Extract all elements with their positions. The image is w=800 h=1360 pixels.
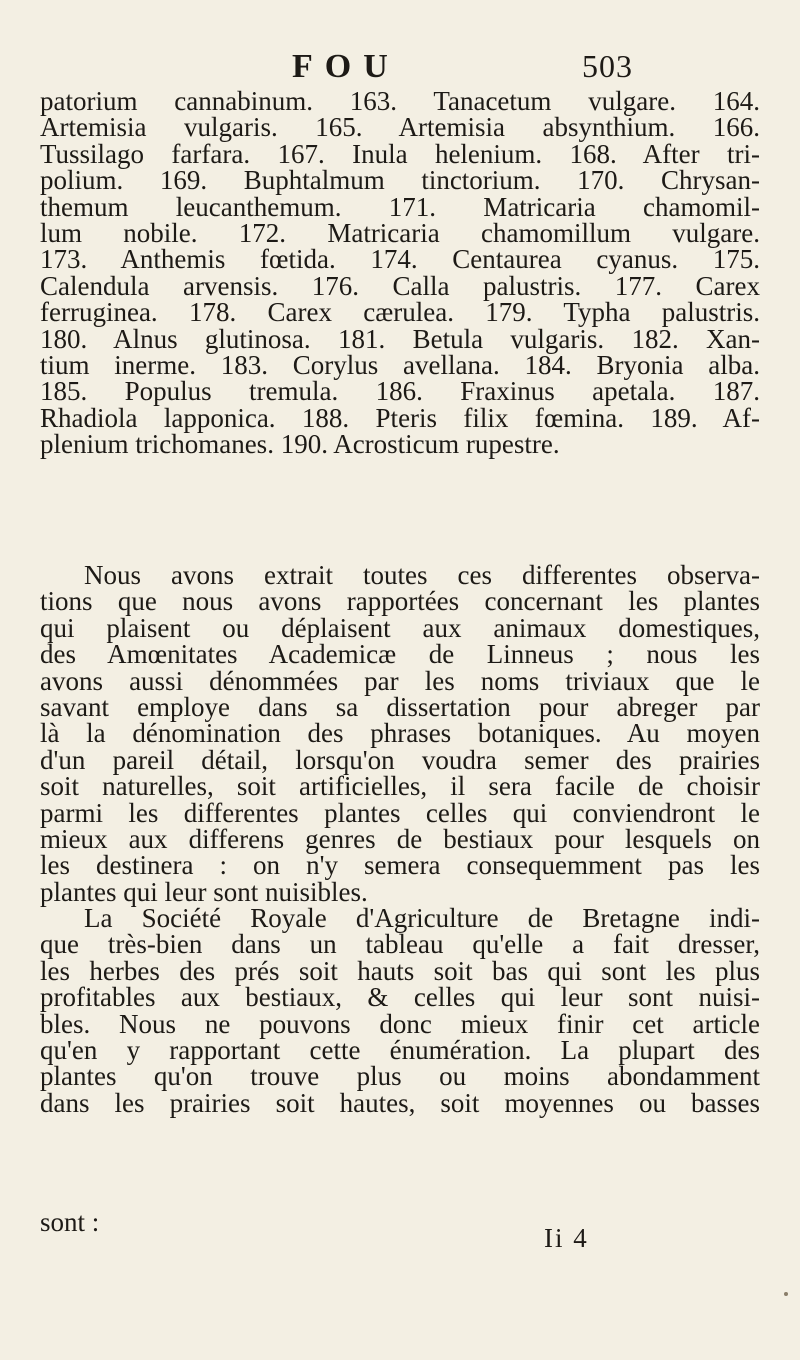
body-paragraphs xyxy=(40,562,760,1116)
text-line: Rhadiola lapponica. 188. Pteris filix fœmina. 189. Af- xyxy=(40,402,760,433)
text-line: La Société Royale d'Agriculture de Bretagne indi- xyxy=(84,903,760,934)
catchword: sont : xyxy=(40,1207,100,1237)
text-line: patorium cannabinum. 163. Tanacetum vulgare. 164. xyxy=(40,86,760,116)
page-number: 503 xyxy=(582,48,633,84)
text-line: parmi les differentes plantes celles qui conviendront le xyxy=(40,797,760,828)
text-line: soit naturelles, soit artificielles, il sera facile de choisir xyxy=(40,771,760,802)
text-line: profitables aux bestiaux, & celles qui leur sont nuisi- xyxy=(40,982,760,1013)
plant-list-paragraph xyxy=(40,86,760,460)
text-line: que très-bien dans un tableau qu'elle a fait dresser, xyxy=(40,929,760,960)
running-title: FOU xyxy=(292,48,400,85)
text-line: Calendula arvensis. 176. Calla palustris. 177. Carex xyxy=(40,270,760,301)
text-line: bles. Nous ne pouvons donc mieux finir cet article xyxy=(40,1008,760,1039)
page-footer xyxy=(40,1207,760,1253)
text-line: ferruginea. 178. Carex cærulea. 179. Typha palustris. xyxy=(40,297,760,328)
text-line: les destinera : on n'y semera consequemment pas les xyxy=(40,850,760,881)
text-line: tium inerme. 183. Corylus avellana. 184. Bryonia alba. xyxy=(40,349,760,380)
text-line: Tussilago farfara. 167. Inula helenium. 168. After tri- xyxy=(40,138,760,169)
text-line: d'un pareil détail, lorsqu'on voudra semer des prairies xyxy=(40,744,760,775)
ink-speck xyxy=(784,1292,788,1296)
text-line: des Amœnitates Academicæ de Linneus ; nous les xyxy=(40,639,760,670)
text-line: plenium trichomanes. 190. Acrosticum rupestre. xyxy=(40,429,560,460)
text-line: les herbes des prés soit hauts soit bas qui sont les plus xyxy=(40,955,760,986)
text-line: polium. 169. Buphtalmum tinctorium. 170. Chrysan- xyxy=(40,165,760,196)
text-line: mieux aux differens genres de bestiaux pour lesquels on xyxy=(40,823,760,854)
text-line: Nous avons extrait toutes ces differentes observa- xyxy=(84,560,760,590)
text-line: avons aussi dénommées par les noms triviaux que le xyxy=(40,665,760,696)
text-line: 180. Alnus glutinosa. 181. Betula vulgaris. 182. Xan- xyxy=(40,323,760,354)
signature-mark: Ii 4 xyxy=(544,1223,589,1253)
text-line: plantes qui leur sont nuisibles. xyxy=(40,876,368,907)
text-line: 173. Anthemis fœtida. 174. Centaurea cyanus. 175. xyxy=(40,244,760,275)
text-line: plantes qu'on trouve plus ou moins abondamment xyxy=(40,1061,760,1092)
text-line: Artemisia vulgaris. 165. Artemisia absynthium. 166. xyxy=(40,112,760,143)
text-line: là la dénomination des phrases botaniques. Au moyen xyxy=(40,718,760,749)
text-line: lum nobile. 172. Matricaria chamomillum vulgare. xyxy=(40,217,760,248)
text-line: 185. Populus tremula. 186. Fraxinus apetala. 187. xyxy=(40,376,760,407)
text-line: qu'en y rapportant cette énumération. La plupart des xyxy=(40,1035,760,1066)
text-line: tions que nous avons rapportées concernant les plantes xyxy=(40,586,760,617)
running-head xyxy=(0,48,800,88)
text-line: dans les prairies soit hautes, soit moyennes ou basses xyxy=(40,1087,760,1118)
text-line: savant employe dans sa dissertation pour abreger par xyxy=(40,691,760,722)
text-line: qui plaisent ou déplaisent aux animaux domestiques, xyxy=(40,612,760,643)
text-line: themum leucanthemum. 171. Matricaria chamomil- xyxy=(40,191,760,222)
